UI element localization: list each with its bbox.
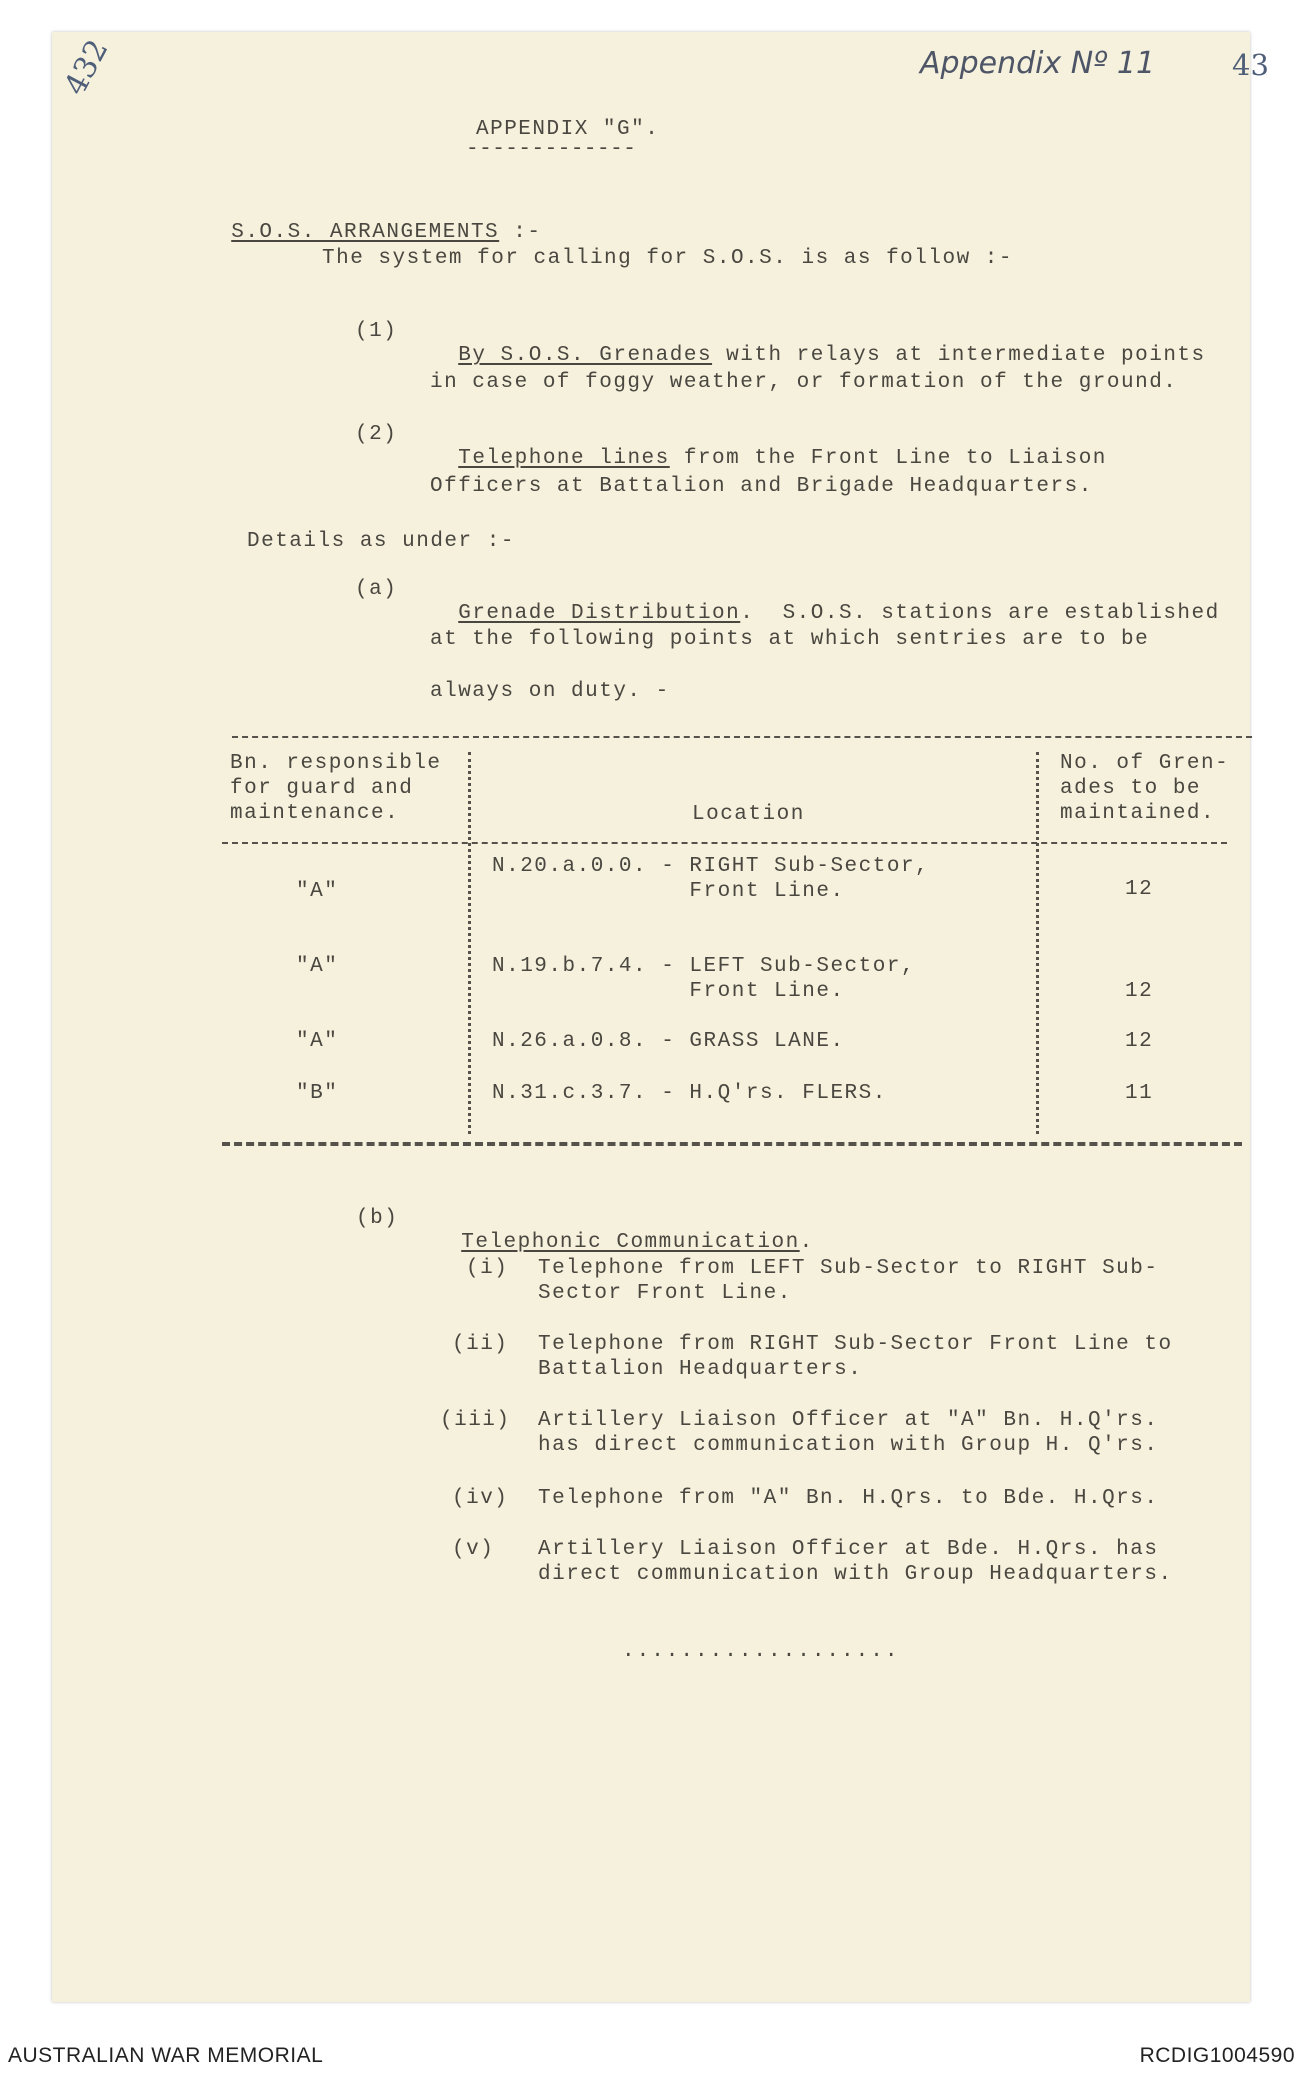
table-row-2-count: 12 xyxy=(1125,980,1154,1003)
table-row-4-count: 11 xyxy=(1125,1082,1154,1105)
table-header-rule xyxy=(222,842,1227,844)
telephonic-item-3-number: (iii) xyxy=(440,1409,511,1432)
telephonic-item-3-line-1: Artillery Liaison Officer at "A" Bn. H.Q'rs. xyxy=(538,1409,1159,1432)
header-grenades-line-2: ades to be xyxy=(1060,777,1202,800)
telephonic-item-2-number: (ii) xyxy=(452,1333,509,1356)
telephonic-item-5-line-2: direct communication with Group Headquarters. xyxy=(538,1563,1173,1586)
grenade-line-3: always on duty. - xyxy=(430,680,670,703)
telephonic-item-2-line-2: Battalion Headquarters. xyxy=(538,1358,863,1381)
telephonic-item-3-line-2: has direct communication with Group H. Q'rs. xyxy=(538,1434,1159,1457)
method-2-number: (2) xyxy=(355,423,398,446)
table-bottom-rule xyxy=(222,1142,1242,1146)
grenade-label: Grenade Distribution xyxy=(458,602,741,625)
grenade-line-1 xyxy=(430,578,1220,626)
telephonic-item-1-number: (i) xyxy=(466,1257,509,1280)
grenade-line-2: at the following points at which sentries are to be xyxy=(430,628,1150,651)
table-column-divider-1 xyxy=(468,752,471,1134)
table-top-rule xyxy=(232,736,1252,738)
telephonic-item-5-number: (v) xyxy=(452,1538,495,1561)
table-row-1-location-line-1: N.20.a.0.0. - RIGHT Sub-Sector, xyxy=(492,855,930,878)
table-row-4-bn: "B" xyxy=(296,1082,339,1105)
method-1-label: By S.O.S. Grenades xyxy=(458,344,713,367)
method-2-label: Telephone lines xyxy=(458,447,670,470)
end-of-document-dots: ................... xyxy=(622,1640,900,1663)
method-1-line-1 xyxy=(430,320,1206,368)
page-title: APPENDIX "G". xyxy=(476,118,660,141)
table-row-3-count: 12 xyxy=(1125,1030,1154,1053)
title-underline: ------------- xyxy=(466,138,637,161)
telephonic-item-1-line-1: Telephone from LEFT Sub-Sector to RIGHT Sub- xyxy=(538,1257,1159,1280)
telephonic-item-4-number: (iv) xyxy=(452,1487,509,1510)
header-grenades-line-1: No. of Gren- xyxy=(1060,752,1230,775)
table-row-1-count: 12 xyxy=(1125,878,1154,901)
header-bn-line-1: Bn. responsible xyxy=(230,752,442,775)
header-bn-line-3: maintenance. xyxy=(230,802,400,825)
page-number-ink: 432 xyxy=(57,34,116,101)
table-row-2-bn: "A" xyxy=(296,955,339,978)
method-1-rest: with relays at intermediate points xyxy=(712,344,1206,367)
details-label: Details as under :- xyxy=(247,530,515,553)
folio-number: 43 xyxy=(1232,48,1269,82)
footer-institution: AUSTRALIAN WAR MEMORIAL xyxy=(8,2044,324,2067)
telephonic-label: Telephonic Communication xyxy=(461,1231,800,1254)
header-grenades-line-3: maintained. xyxy=(1060,802,1216,825)
grenade-number: (a) xyxy=(355,578,398,601)
section-heading-suffix: :- xyxy=(499,221,542,244)
method-2-rest: from the Front Line to Liaison xyxy=(669,447,1107,470)
table-row-4-location: N.31.c.3.7. - H.Q'rs. FLERS. xyxy=(492,1082,887,1105)
table-row-3-bn: "A" xyxy=(296,1030,339,1053)
telephonic-heading xyxy=(433,1207,814,1255)
section-heading-label: S.O.S. ARRANGEMENTS xyxy=(231,221,500,244)
table-row-1-location-line-2: Front Line. xyxy=(492,880,845,903)
telephonic-item-1-line-2: Sector Front Line. xyxy=(538,1282,792,1305)
footer-record-id: RCDIG1004590 xyxy=(1139,2044,1295,2067)
method-2-line-2: Officers at Battalion and Brigade Headquarters. xyxy=(430,475,1093,498)
telephonic-item-5-line-1: Artillery Liaison Officer at Bde. H.Qrs. has xyxy=(538,1538,1159,1561)
grenade-rest: . S.O.S. stations are established xyxy=(740,602,1220,625)
header-bn-line-2: for guard and xyxy=(230,777,414,800)
method-1-line-2: in case of foggy weather, or formation of the ground. xyxy=(430,371,1178,394)
intro-paragraph: The system for calling for S.O.S. is as follow :- xyxy=(322,247,1014,270)
telephonic-item-4-line-1: Telephone from "A" Bn. H.Qrs. to Bde. H.Qrs. xyxy=(538,1487,1159,1510)
telephonic-number: (b) xyxy=(356,1207,399,1230)
table-row-1-bn: "A" xyxy=(296,880,339,903)
table-row-2-location-line-1: N.19.b.7.4. - LEFT Sub-Sector, xyxy=(492,955,916,978)
table-row-2-location-line-2: Front Line. xyxy=(492,980,845,1003)
method-2-line-1 xyxy=(430,423,1107,471)
method-1-number: (1) xyxy=(355,320,398,343)
telephonic-suffix: . xyxy=(799,1231,814,1254)
telephonic-item-2-line-1: Telephone from RIGHT Sub-Sector Front Line to xyxy=(538,1333,1173,1356)
appendix-handwritten-note: Appendix Nº 11 xyxy=(920,46,1156,81)
header-location: Location xyxy=(692,803,805,826)
table-row-3-location: N.26.a.0.8. - GRASS LANE. xyxy=(492,1030,845,1053)
table-column-divider-2 xyxy=(1036,752,1039,1134)
section-heading xyxy=(203,197,541,245)
